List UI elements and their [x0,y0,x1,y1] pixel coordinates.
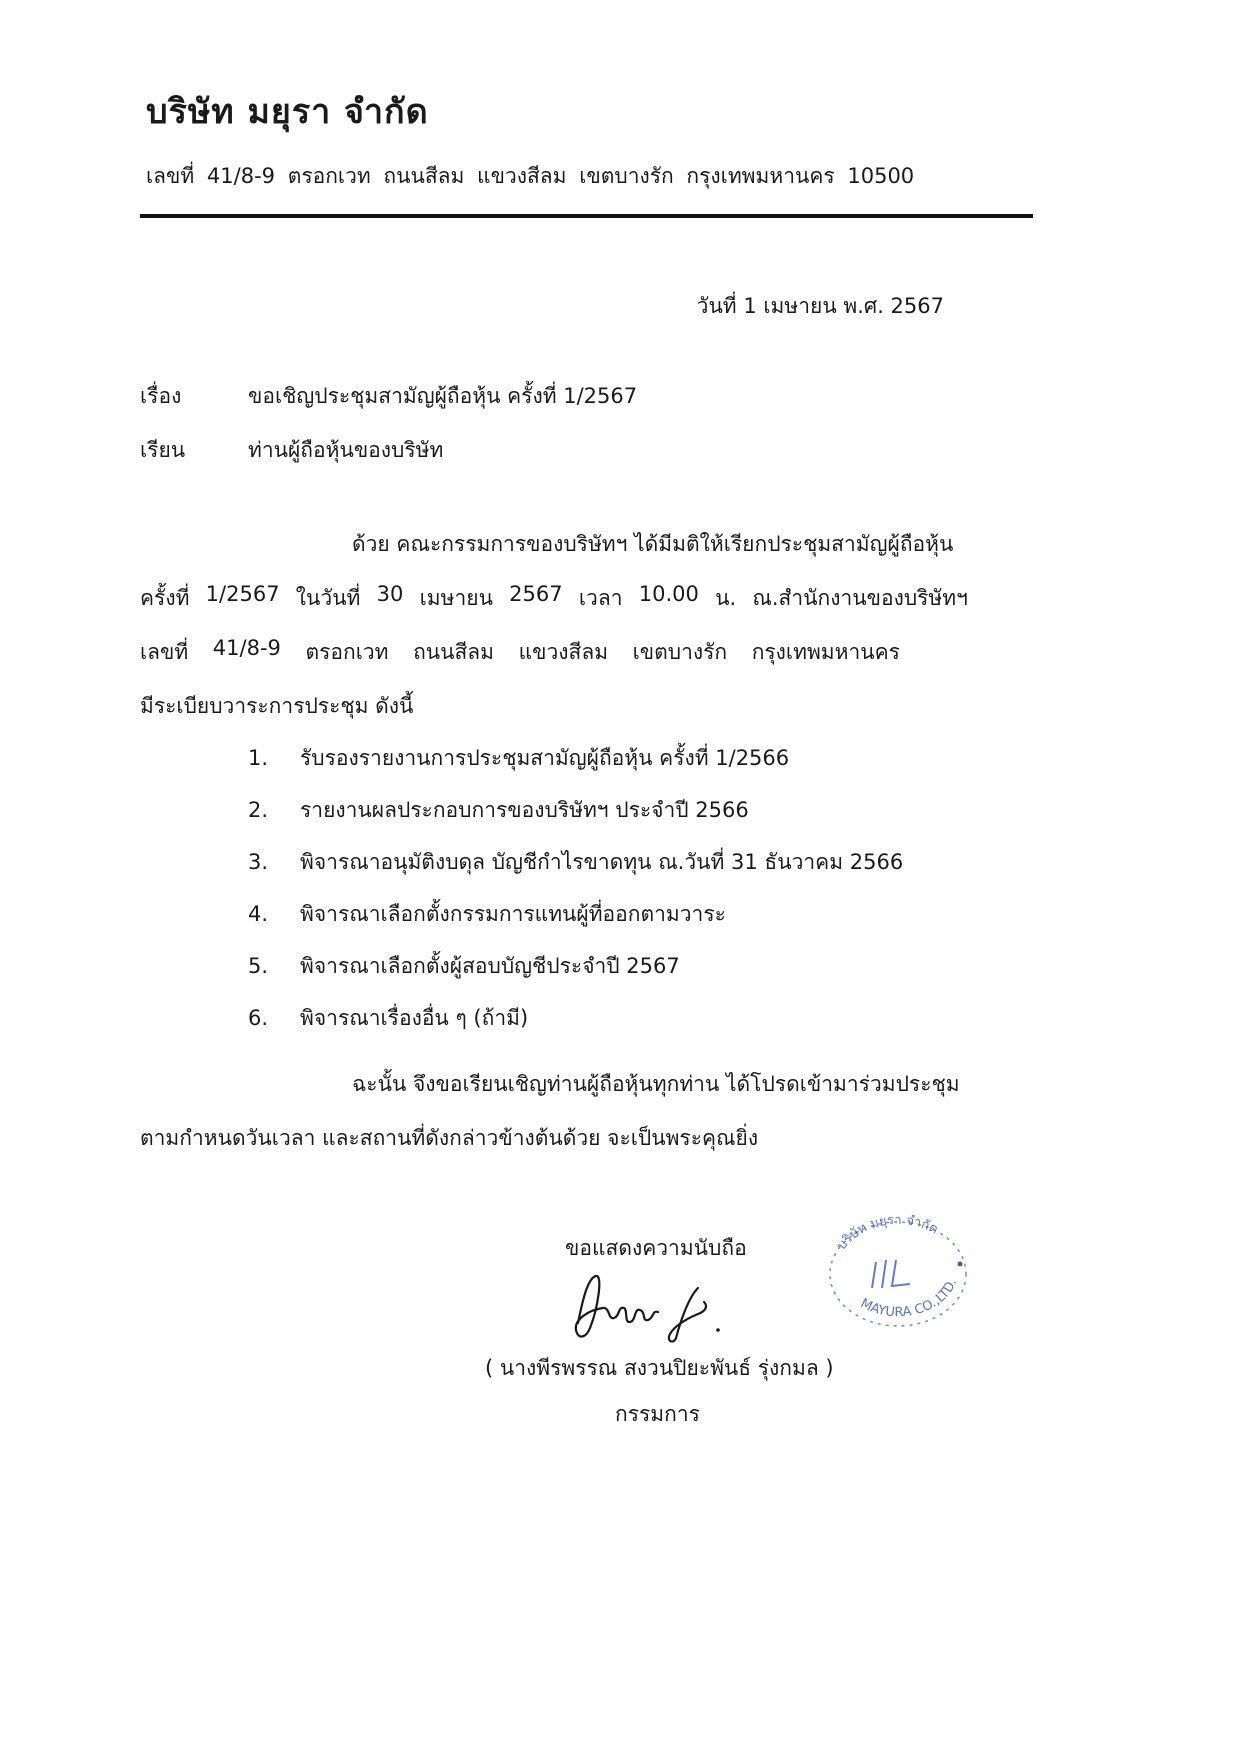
agenda-item [248,742,789,775]
intro-line-2-word: 1/2567 [205,582,280,606]
agenda-item [248,794,749,827]
intro-line-2-word: น. [715,586,737,610]
intro-line-3-word: แขวงสีลม [518,640,609,664]
handwritten-signature [548,1268,748,1348]
intro-line-2-word: เมษายน [419,586,493,610]
header-divider [140,214,1033,218]
company-address: เลขที่ 41/8-9 ตรอกเวท ถนนสีลม แขวงสีลม เขตบางรัก กรุงเทพมหานคร 10500 [146,164,915,188]
closing-line-1: ฉะนั้น จึงขอเรียนเชิญท่านผู้ถือหุ้นทุกท่าน ได้โปรดเข้ามาร่วมประชุม [352,1072,960,1096]
agenda-number: 3. [248,850,269,874]
signer-title: กรรมการ [615,1402,700,1426]
agenda-text: พิจารณาเรื่องอื่น ๆ (ถ้ามี) [300,1006,529,1030]
agenda-number: 2. [248,798,269,822]
intro-line-3-word: ถนนสีลม [413,640,495,664]
recipient-text: ท่านผู้ถือหุ้นของบริษัท [248,438,444,462]
company-seal-stamp [818,1212,978,1332]
svg-text:บริษัท มยุรา จำกัด: บริษัท มยุรา จำกัด [834,1212,941,1254]
agenda-text: พิจารณาเลือกตั้งผู้สอบบัญชีประจำปี 2567 [300,954,680,978]
agenda-item [248,1002,528,1035]
intro-line-2-word: 2567 [509,582,563,606]
subject-text: ขอเชิญประชุมสามัญผู้ถือหุ้น ครั้งที่ 1/2567 [248,384,638,408]
subject-label: เรื่อง [140,384,182,408]
closing-salutation: ขอแสดงความนับถือ [565,1236,747,1260]
intro-line-2-word: ครั้งที่ [140,586,190,610]
intro-line-2 [140,582,968,615]
agenda-number: 4. [248,902,269,926]
intro-line-3-word: เลขที่ [140,640,189,664]
intro-line-2-word: 30 [376,582,404,606]
agenda-text: พิจารณาเลือกตั้งกรรมการแทนผู้ที่ออกตามวาระ [300,902,726,926]
intro-line-3-word: ตรอกเวท [305,640,389,664]
closing-line-2: ตามกำหนดวันเวลา และสถานที่ดังกล่าวข้างต้นด้วย จะเป็นพระคุณยิ่ง [140,1126,759,1150]
agenda-item [248,950,680,983]
agenda-item [248,898,726,931]
agenda-item [248,846,903,879]
agenda-text: พิจารณาอนุมัติงบดุล บัญชีกำไรขาดทุน ณ.วันที่ 31 ธันวาคม 2566 [300,850,904,874]
intro-line-4: มีระเบียบวาระการประชุม ดังนี้ [140,694,414,718]
intro-line-1: ด้วย คณะกรรมการของบริษัทฯ ได้มีมติให้เรียกประชุมสามัญผู้ถือหุ้น [352,532,954,556]
agenda-text: รับรองรายงานการประชุมสามัญผู้ถือหุ้น ครั้งที่ 1/2566 [300,746,790,770]
intro-line-2-word: เวลา [578,586,623,610]
intro-line-3 [140,636,900,669]
letter-date: วันที่ 1 เมษายน พ.ศ. 2567 [696,294,944,318]
intro-line-2-word: 10.00 [638,582,699,606]
intro-line-3-word: 41/8-9 [212,636,281,660]
intro-line-3-word: กรุงเทพมหานคร [751,640,900,664]
agenda-number: 1. [248,746,269,770]
agenda-text: รายงานผลประกอบการของบริษัทฯ ประจำปี 2566 [300,798,749,822]
intro-line-2-word: ในวันที่ [295,586,361,610]
intro-line-2-word: ณ.สำนักงานของบริษัทฯ [752,586,968,610]
agenda-number: 5. [248,954,269,978]
company-name: บริษัท มยุรา จำกัด [146,92,429,132]
agenda-number: 6. [248,1006,269,1030]
recipient-label: เรียน [140,438,186,462]
signer-name: ( นางพีรพรรณ สงวนปิยะพันธ์ รุ่งกมล ) [485,1356,834,1380]
svg-text:MAYURA CO.,LTD.: MAYURA CO.,LTD. [857,1277,961,1321]
intro-line-3-word: เขตบางรัก [632,640,728,664]
